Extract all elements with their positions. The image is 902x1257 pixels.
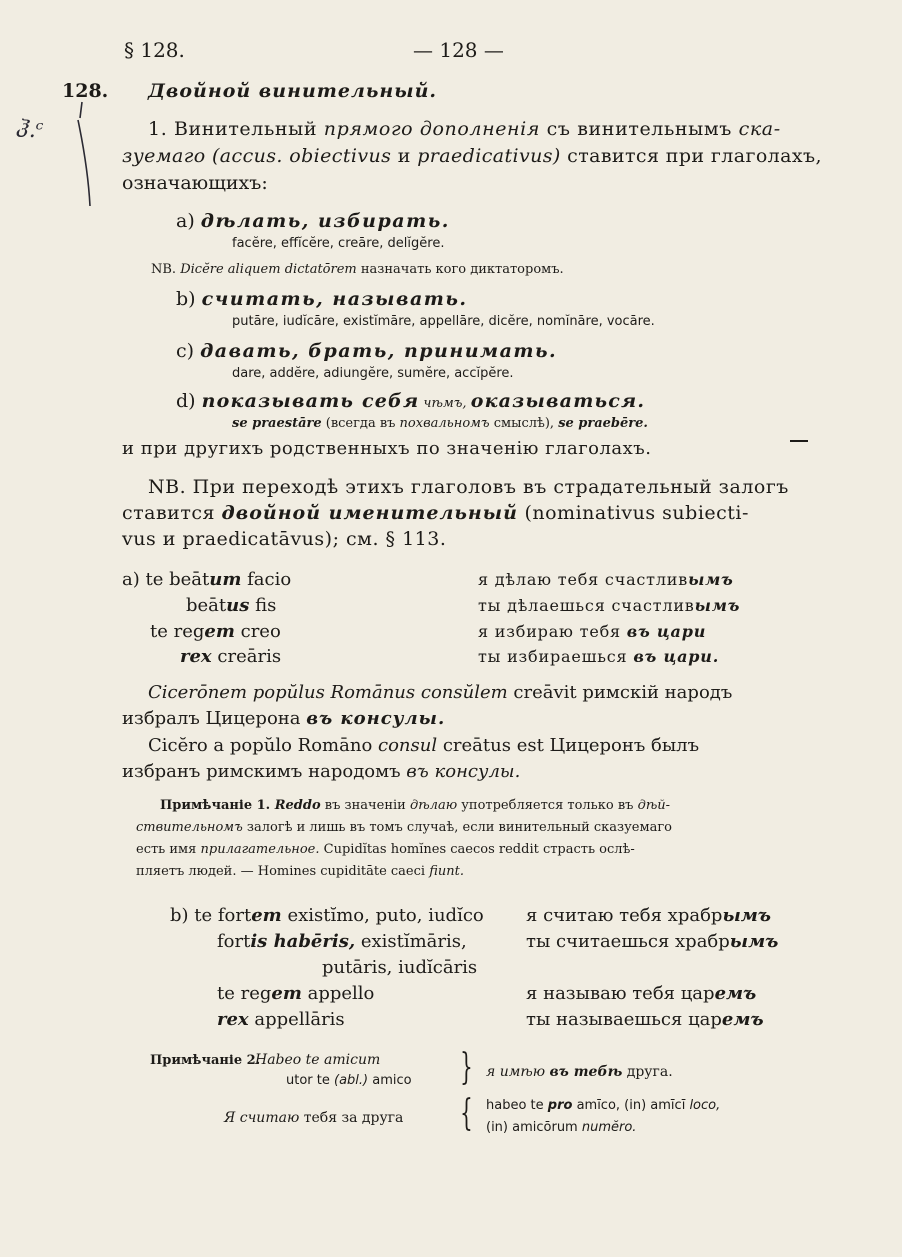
example-b-row3-latin: putāris, iudĭcāris (322, 957, 478, 978)
item-d-heading: d) показывать себя чѣмъ, оказываться. (176, 390, 646, 412)
para1-line2: зуемаго (accus. obiectivus и praedicativus) ставится при глаголахъ, (122, 145, 822, 167)
example-b-row2-latin: fortis habēris, existĭmāris, (217, 931, 467, 952)
item-a-latin: facĕre, effĭcĕre, creāre, delĭgĕre. (232, 236, 445, 251)
cicero2-line2: избранъ римскимъ народомъ въ консулы. (122, 761, 521, 782)
example-a-row3-russian: я избираю тебя въ цари (478, 622, 707, 641)
left-brace: { (460, 1093, 473, 1134)
header-page-number: — 128 — (413, 38, 504, 62)
nb2-line1: NB. При переходѣ этихъ глаголовъ въ страдательный залогъ (148, 476, 789, 498)
remark2-right-line1: я имѣю въ тебѣ друга. (486, 1064, 673, 1080)
example-b-row1-russian: я считаю тебя храбрымъ (526, 905, 771, 926)
remark1-line4: пляетъ людей. — Homines cupiditāte caeci fiunt. (136, 864, 464, 879)
example-a-row2-russian: ты дѣлаешься счастливымъ (478, 596, 741, 615)
remark2-label: Примѣчаніе 2. (150, 1053, 261, 1068)
remark2-left-line3: Я считаю тебя за друга (224, 1110, 404, 1126)
example-b-row1-latin: b) te fortem existĭmo, puto, iudĭco (170, 905, 484, 926)
example-b-row4-russian: я называю тебя царемъ (526, 983, 757, 1004)
example-b-row5-russian: ты называешься царемъ (526, 1009, 764, 1030)
example-a-row3-latin: te regem creo (150, 621, 281, 642)
item-b-heading: b) считать, называть. (176, 288, 468, 310)
example-a-row4-latin: rex creāris (180, 646, 282, 667)
remark1-line1: Примѣчаніе 1. Reddo въ значеніи дѣлаю употребляется только въ дѣй- (160, 798, 671, 813)
para1-line3: означающихъ: (122, 172, 268, 194)
nb2-line3: vus и praedicatāvus); см. § 113. (122, 528, 447, 550)
example-a-row1-latin: a) te beātum facio (122, 569, 292, 590)
remark1-line2: ствительномъ залогѣ и лишь въ томъ случаѣ, если винительный сказуемаго (136, 820, 672, 835)
remark1-line3: есть имя прилагательное. Cupidĭtas homĭnes caecos reddit страсть ослѣ- (136, 842, 635, 857)
cicero2-line1: Cicĕro a popŭlo Romāno consul creātus est Цицеронъ былъ (148, 735, 700, 756)
remark2-right-line4: (in) amicōrum numĕro. (486, 1120, 637, 1135)
section-number: 128. (62, 80, 109, 102)
handwritten-margin-stroke (70, 98, 100, 210)
remark2-right-line3: habeo te pro amīco, (in) amīcī loco, (486, 1098, 721, 1113)
example-a-row1-russian: я дѣлаю тебя счастливымъ (478, 570, 734, 589)
example-a-row2-latin: beātus fis (186, 595, 277, 616)
example-a-row4-russian: ты избираешься въ цари. (478, 647, 720, 666)
cicero1-line2: избралъ Цицерона въ консулы. (122, 708, 446, 729)
example-b-row2-russian: ты считаешься храбрымъ (526, 931, 779, 952)
margin-dash (790, 440, 808, 442)
example-b-row4-latin: te regem appello (217, 983, 375, 1004)
right-brace: } (460, 1047, 473, 1088)
example-b-row5-latin: rex appellāris (217, 1009, 345, 1030)
item-c-heading: c) давать, брать, принимать. (176, 340, 558, 362)
item-c-latin: dare, addĕre, adiungĕre, sumĕre, accĭpĕre. (232, 366, 514, 381)
para1-line1: 1. Винительный прямого дополненія съ винительнымъ ска- (148, 118, 781, 140)
item-a-heading: a) дѣлать, избирать. (176, 210, 450, 232)
nb2-line2: ставится двойной именительный (nominativus subiecti- (122, 502, 749, 524)
remark2-utor: utor te (abl.) amico (286, 1073, 412, 1088)
header-section-ref: § 128. (124, 38, 185, 62)
cicero1-line1: Cicerōnem popŭlus Romānus consŭlem creāvit римскій народъ (148, 682, 733, 703)
item-d-line2: se praestāre (всегда въ похвальномъ смыслѣ), se praebēre. (232, 416, 648, 431)
remark2-habeo: Habeo te amicum (255, 1052, 381, 1068)
section-title: Двойной винительный. (148, 80, 438, 102)
nb1-line: NB. Dicĕre aliquem dictatōrem назначать кого диктаторомъ. (151, 262, 564, 277)
handwritten-margin-note: ჰ.ᶜ (16, 118, 44, 143)
other-verbs-line: и при другихъ родственныхъ по значенію глаголахъ. (122, 438, 652, 459)
item-b-latin: putāre, iudĭcāre, existĭmāre, appellāre, dicĕre, nomĭnāre, vocāre. (232, 314, 655, 329)
